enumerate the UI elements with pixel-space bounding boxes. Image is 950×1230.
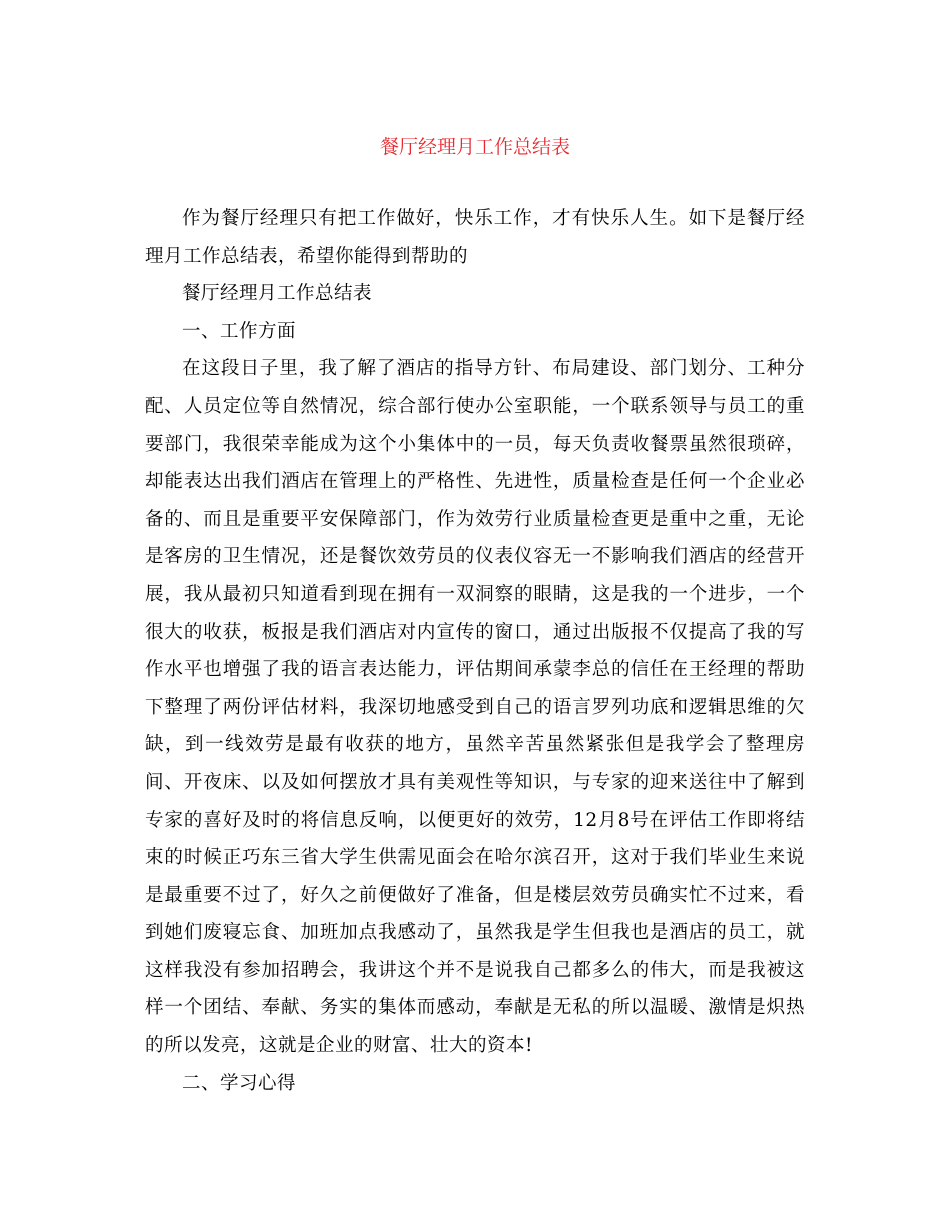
document-title: 餐厅经理月工作总结表 [379, 136, 570, 158]
work-paragraph: 在这段日子里，我了解了酒店的指导方针、布局建设、部门划分、工种分配、人员定位等自然情况，综合部行使办公室职能，一个联系领导与员工的重要部门，我很荣幸能成为这个小集体中的一员，每天负责收餐票虽然很琐碎，却能表达出我们酒店在管理上的严格性、先进性，质量检查是任何一个企业必备的、而且是重要平安保障部门，作为效劳行业质量检查更是重中之重，无论是客房的卫生情况，还是餐饮效劳员的仪表仪容无一不影响我们酒店的经营开展，我从最初只知道看到现在拥有一双洞察的眼睛，这是我的一个进步，一个很大的收获，板报是我们酒店对内宣传的窗口，通过出版报不仅提高了我的写作水平也增强了我的语言表达能力，评估期间承蒙李总的信任在王经理的帮助下整理了两份评估材料，我深切地感受到自己的语言罗列功底和逻辑思维的欠缺，到一线效劳是最有收获的地方，虽然辛苦虽然紧张但是我学会了整理房间、开夜床、以及如何摆放才具有美观性等知识，与专家的迎来送往中了解到专家的喜好及时的将信息反响，以便更好的效劳，12月8号在评估工作即将结束的时候正巧东三省大学生供需见面会在哈尔滨召开，这对于我们毕业生来说是最重要不过了，好久之前便做好了准备，但是楼层效劳员确实忙不过来，看到她们废寝忘食、加班加点我感动了，虽然我是学生但我也是酒店的员工，就这样我没有参加招聘会，我讲这个并不是说我自己都多么的伟大，而是我被这样一个团结、奉献、务实的集体而感动，奉献是无私的所以温暖、激情是炽热的所以发亮，这就是企业的财富、壮大的资本! [145, 358, 805, 1057]
section-heading-work: 一、工作方面 [182, 320, 297, 342]
intro-paragraph: 作为餐厅经理只有把工作做好，快乐工作，才有快乐人生。如下是餐厅经理月工作总结表，希望你能得到帮助的 [145, 208, 805, 267]
subtitle-paragraph: 餐厅经理月工作总结表 [182, 283, 373, 305]
document-body [145, 200, 805, 1102]
section-heading-study: 二、学习心得 [182, 1072, 297, 1094]
